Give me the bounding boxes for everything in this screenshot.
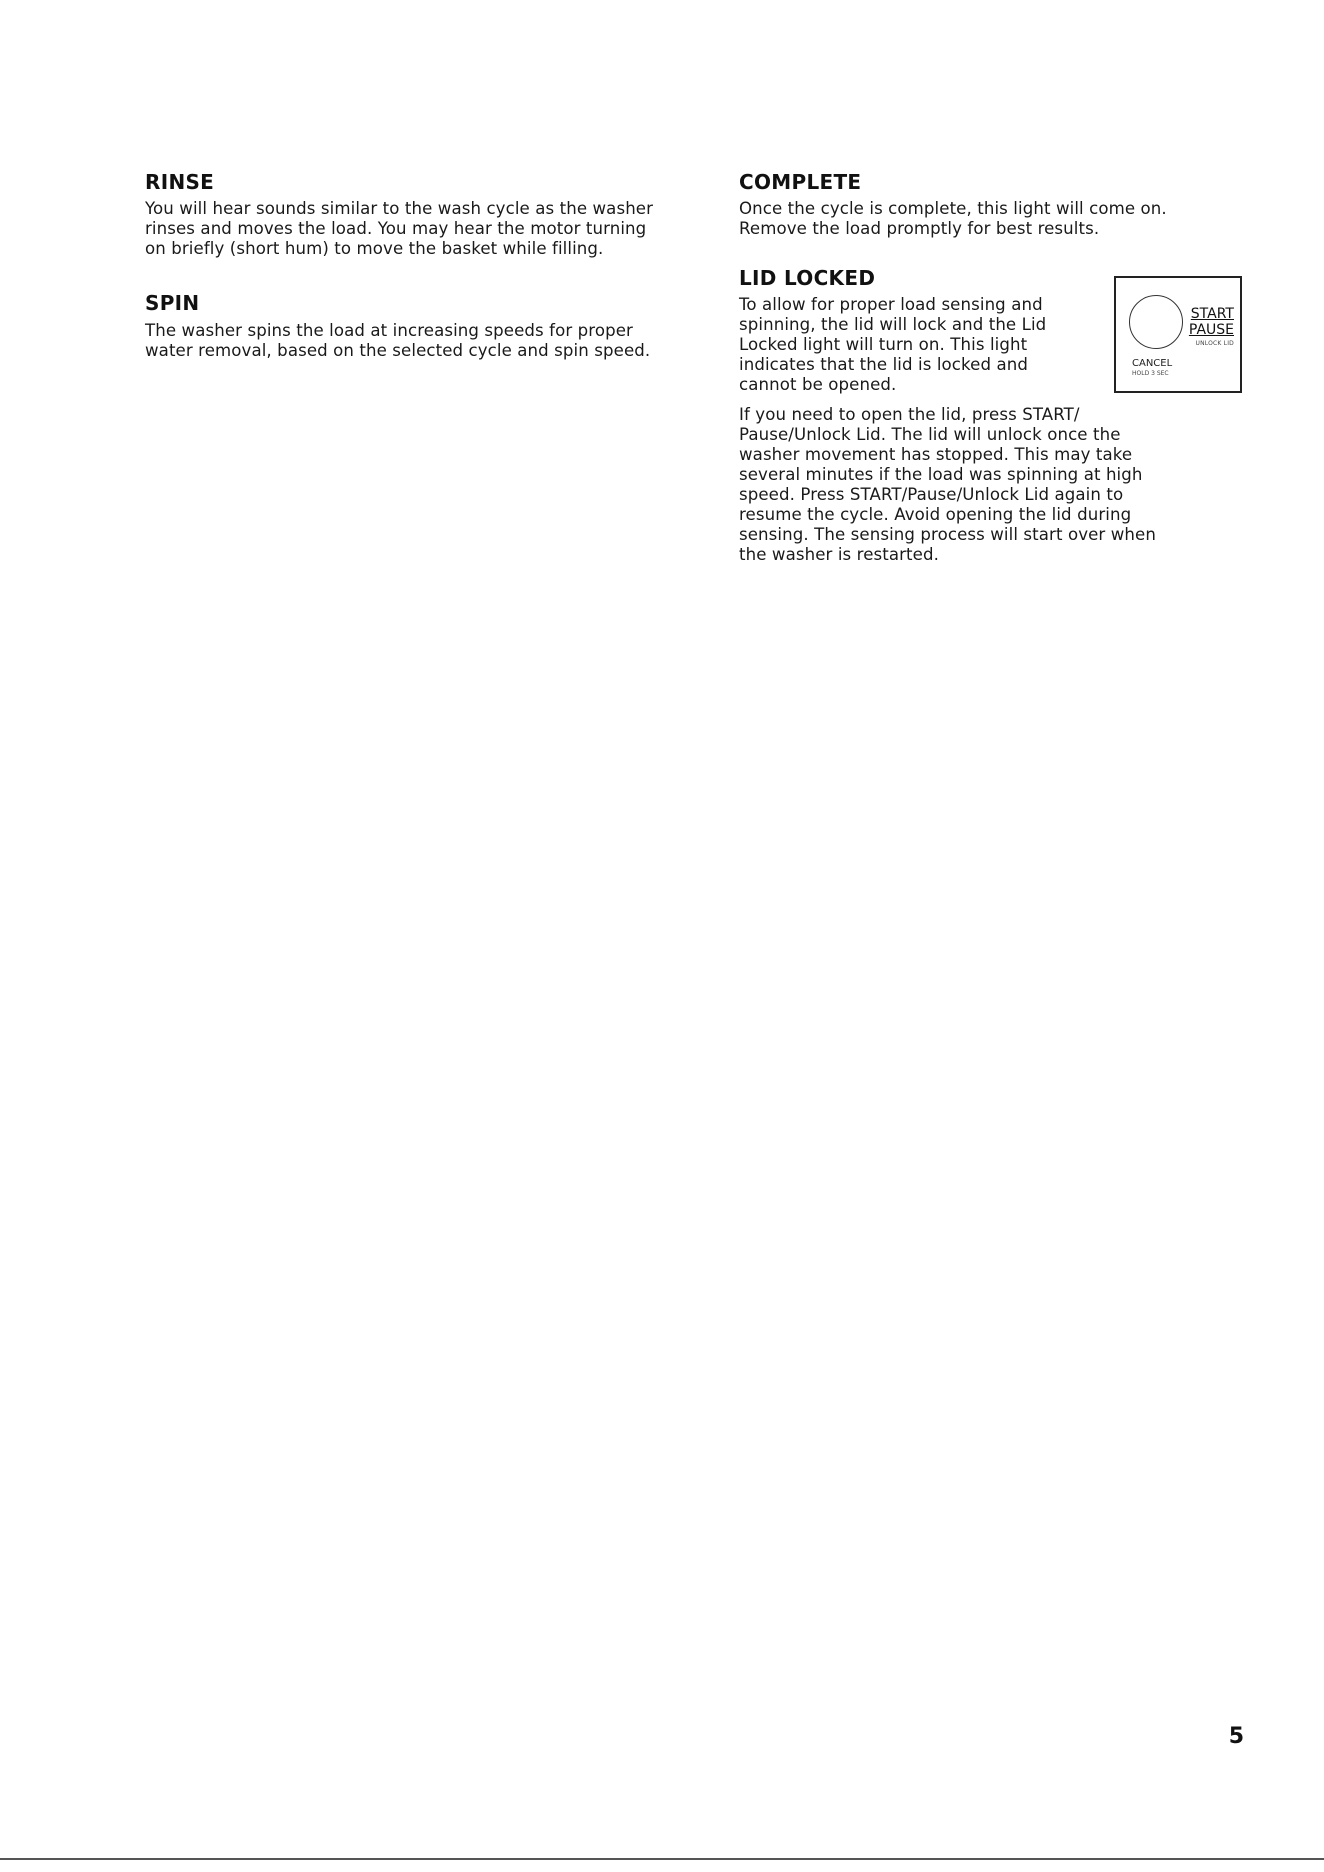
left-column (145, 168, 665, 361)
cancel-label: CANCEL (1132, 358, 1173, 369)
start-label: START (1190, 306, 1234, 322)
bottom-divider (0, 1858, 1324, 1860)
pause-label: PAUSE (1188, 322, 1234, 338)
page-number: 5 (1228, 1724, 1244, 1749)
spin-body: The washer spins the load at increasing speeds for proper water removal, based on the selected cycle and spin speed. (145, 321, 651, 360)
rinse-section (145, 168, 665, 259)
unlock-lid-label: UNLOCK LID (1195, 340, 1234, 347)
spin-section (145, 289, 665, 361)
complete-section (739, 168, 1239, 239)
spin-heading: SPIN (145, 291, 200, 315)
rinse-heading: RINSE (145, 170, 215, 194)
lid-locked-body-2: If you need to open the lid, press START/ Pause/Unlock Lid. The lid will unlock once the washer movement has stopped. This may take several minutes if the load was spinning at high speed. Press START/Pause/Unlock Lid again to resume the cycle. Avoid opening the lid during sensing. The sensing process will start over when the washer is restarted. (739, 405, 1156, 564)
start-pause-control-illustration (1114, 276, 1242, 393)
start-button-circle-icon (1129, 295, 1183, 349)
rinse-body: You will hear sounds similar to the wash cycle as the washer rinses and moves the load. You may hear the motor turning on briefly (short hum) to move the basket while filling. (145, 199, 654, 258)
complete-heading: COMPLETE (739, 170, 862, 194)
hold-label: HOLD 3 SEC (1132, 370, 1169, 377)
lid-locked-body-1: To allow for proper load sensing and spinning, the lid will lock and the Lid Locked light will turn on. This light indicates that the lid is locked and cannot be opened. (739, 295, 1047, 394)
lid-locked-heading: LID LOCKED (739, 266, 876, 290)
complete-body: Once the cycle is complete, this light will come on. Remove the load promptly for best results. (739, 199, 1167, 238)
